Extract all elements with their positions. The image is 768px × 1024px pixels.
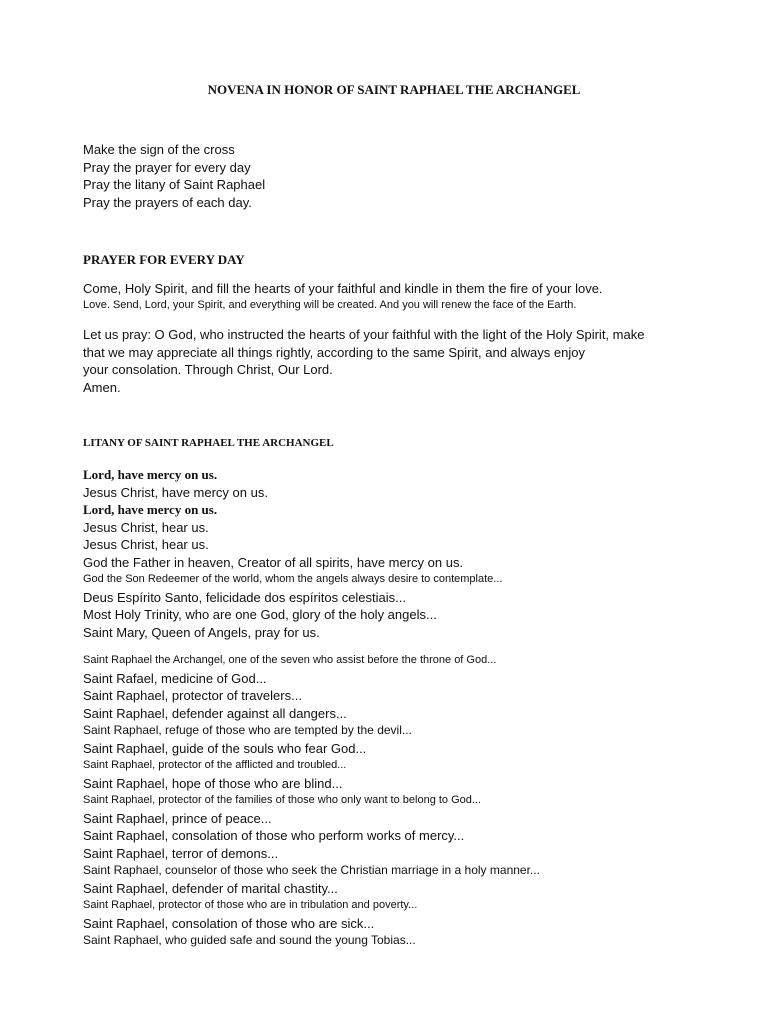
- litany-line: Saint Mary, Queen of Angels, pray for us.: [83, 624, 320, 640]
- intro-line: Pray the litany of Saint Raphael: [83, 177, 266, 192]
- litany-line: Saint Raphael, who guided safe and sound the young Tobias...: [83, 933, 416, 947]
- litany-line: Saint Raphael, consolation of those who are sick...: [83, 915, 375, 931]
- litany-line: Saint Raphael, protector of those who are in tribulation and poverty...: [83, 899, 418, 911]
- intro-list: [83, 141, 723, 211]
- prayer-line: Come, Holy Spirit, and fill the hearts of your faithful and kindle in them the fire of your love.: [83, 281, 603, 296]
- litany-line: Saint Raphael, refuge of those who are tempted by the devil...: [83, 723, 412, 737]
- prayer-line: Let us pray: O God, who instructed the hearts of your faithful with the light of the Holy Spirit, make: [83, 327, 645, 342]
- litany-line: Lord, have mercy on us.: [83, 467, 218, 482]
- prayer-heading: PRAYER FOR EVERY DAY: [83, 252, 245, 267]
- prayer-line: Love. Send, Lord, your Spirit, and everything will be created. And you will renew the face of the Earth.: [83, 298, 577, 311]
- page-title: NOVENA IN HONOR OF SAINT RAPHAEL THE ARCHANGEL: [207, 82, 581, 97]
- litany-group-1: [83, 466, 723, 641]
- litany-line: Saint Raphael, defender against all dangers...: [83, 705, 347, 721]
- prayer-line: Amen.: [83, 379, 121, 395]
- litany-line: Saint Raphael, consolation of those who perform works of mercy...: [83, 828, 465, 843]
- prayer-line: your consolation. Through Christ, Our Lord.: [83, 362, 333, 377]
- litany-line: Jesus Christ, have mercy on us.: [83, 484, 268, 500]
- prayer-paragraph-2: [83, 326, 723, 396]
- prayer-line: that we may appreciate all things rightly, according to the same Spirit, and always enjoy: [83, 344, 585, 360]
- litany-line: Saint Rafael, medicine of God...: [83, 670, 267, 686]
- litany-line: Jesus Christ, hear us.: [83, 537, 209, 552]
- intro-line: Pray the prayers of each day.: [83, 194, 252, 210]
- litany-line: Jesus Christ, hear us.: [83, 519, 209, 535]
- litany-line: Lord, have mercy on us.: [83, 502, 218, 517]
- litany-line: Saint Raphael, protector of travelers...: [83, 688, 302, 703]
- intro-line: Pray the prayer for every day: [83, 159, 251, 175]
- prayer-paragraph-1: [83, 280, 723, 313]
- litany-line: Saint Raphael, hope of those who are blind...: [83, 775, 343, 791]
- litany-line: God the Son Redeemer of the world, whom the angels always desire to contemplate...: [83, 573, 503, 585]
- intro-line: Make the sign of the cross: [83, 142, 235, 157]
- litany-line: Saint Raphael, counselor of those who seek the Christian marriage in a holy manner...: [83, 863, 540, 877]
- litany-group-2: [83, 652, 723, 950]
- litany-line: Saint Raphael, terror of demons...: [83, 845, 279, 861]
- litany-heading: LITANY OF SAINT RAPHAEL THE ARCHANGEL: [83, 437, 334, 449]
- litany-line: God the Father in heaven, Creator of all spirits, have mercy on us.: [83, 554, 464, 570]
- litany-line: Saint Raphael, prince of peace...: [83, 810, 272, 826]
- litany-line: Saint Raphael, defender of marital chastity...: [83, 880, 338, 896]
- litany-line: Most Holy Trinity, who are one God, glory of the holy angels...: [83, 607, 437, 622]
- litany-line: Deus Espírito Santo, felicidade dos espíritos celestiais...: [83, 589, 406, 605]
- litany-line: Saint Raphael the Archangel, one of the seven who assist before the throne of God...: [83, 654, 497, 666]
- litany-line: Saint Raphael, protector of the afflicted and troubled...: [83, 759, 347, 771]
- litany-line: Saint Raphael, guide of the souls who fear God...: [83, 740, 367, 756]
- litany-line: Saint Raphael, protector of the families of those who only want to belong to God...: [83, 794, 482, 806]
